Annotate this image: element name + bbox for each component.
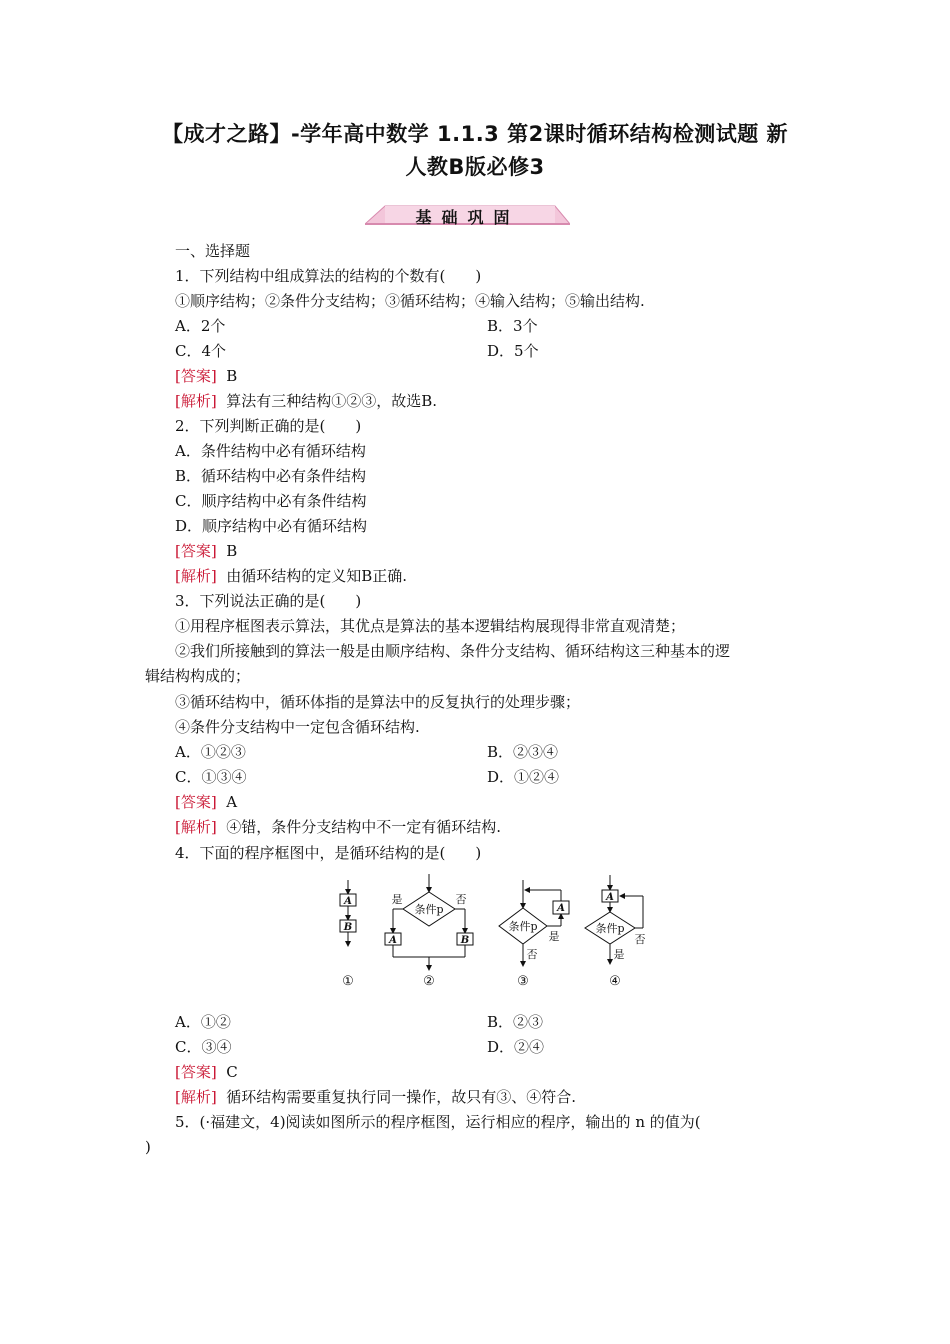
q3-statement-1: ①用程序框图表示算法，其优点是算法的基本逻辑结构展现得非常直观清楚； (175, 617, 686, 635)
fc1-box-b: B (343, 922, 353, 933)
fc3-yes: 是 (548, 930, 560, 943)
q2-analysis-row (175, 566, 407, 586)
q1-option-d: D．5个 (487, 342, 539, 360)
q2-option-d: D．顺序结构中必有循环结构 (175, 517, 368, 535)
q4-analysis: 循环结构需要重复执行同一操作，故只有③、④符合. (226, 1088, 577, 1106)
q1-stem: 1．下列结构中组成算法的结构的个数有( ) (175, 267, 482, 285)
q4-answer: C (226, 1063, 238, 1081)
q3-option-a: A．①②③ (175, 743, 246, 761)
analysis-tag: [解析] (175, 818, 217, 836)
q2-answer-row (175, 541, 237, 561)
q1-option-b: B．3个 (487, 317, 538, 335)
analysis-tag: [解析] (175, 392, 217, 410)
q2-analysis: 由循环结构的定义知B正确. (226, 567, 408, 585)
analysis-tag: [解析] (175, 1088, 217, 1106)
fc3-box-a: A (557, 903, 565, 914)
q1-analysis-row (175, 391, 437, 411)
fc2-box-a: A (389, 935, 397, 946)
q1-option-c: C．4个 (175, 342, 227, 360)
q3-option-b: B．②③④ (487, 743, 559, 761)
fc2-box-b: B (460, 935, 470, 946)
q1-option-a: A．2个 (175, 317, 226, 335)
q1-analysis: 算法有三种结构①②③，故选B. (226, 392, 438, 410)
q4-option-c: C．③④ (175, 1038, 232, 1056)
q2-option-c: C．顺序结构中必有条件结构 (175, 492, 367, 510)
q5-stem-end: ) (145, 1138, 151, 1156)
fc4-condition: 条件p (595, 922, 625, 935)
q3-statement-4: ④条件分支结构中一定包含循环结构. (175, 718, 420, 736)
answer-tag: [答案] (175, 542, 217, 560)
fc4-yes: 是 (613, 948, 625, 961)
q4-stem: 4．下面的程序框图中，是循环结构的是( ) (175, 844, 482, 862)
q2-stem: 2．下列判断正确的是( ) (175, 417, 362, 435)
q3-option-d: D．①②④ (487, 768, 560, 786)
q2-option-b: B．循环结构中必有条件结构 (175, 467, 367, 485)
banner-label: 基础巩固 (415, 208, 520, 227)
title-line-1: 【成才之路】-学年高中数学 1.1.3 第2课时循环结构检测试题 新 (161, 122, 789, 146)
fc4-no: 否 (634, 933, 646, 946)
q3-answer: A (226, 793, 238, 811)
answer-tag: [答案] (175, 1063, 217, 1081)
q1-desc: ①顺序结构；②条件分支结构；③循环结构；④输入结构；⑤输出结构. (175, 292, 645, 310)
fc-label-4: ④ (609, 974, 621, 989)
flowchart-diagrams (325, 870, 665, 995)
q4-option-d: D．②④ (487, 1038, 545, 1056)
section-heading: 一、选择题 (175, 242, 251, 260)
document-title (140, 118, 810, 184)
q3-option-c: C．①③④ (175, 768, 247, 786)
q3-stem: 3．下列说法正确的是( ) (175, 592, 362, 610)
q3-analysis-row (175, 817, 501, 837)
fc3-no: 否 (526, 948, 538, 961)
fc-label-2: ② (423, 974, 435, 989)
q4-answer-row (175, 1062, 238, 1082)
fc3-condition: 条件p (508, 920, 538, 933)
q1-answer-row (175, 366, 237, 386)
q2-option-a: A．条件结构中必有循环结构 (175, 442, 366, 460)
fc2-no: 否 (455, 893, 467, 906)
q2-answer: B (226, 542, 238, 560)
analysis-tag: [解析] (175, 567, 217, 585)
q5-stem: 5．(·福建文，4)阅读如图所示的程序框图，运行相应的程序，输出的 n 的值为( (175, 1113, 701, 1131)
fc-label-1: ① (342, 974, 354, 989)
answer-tag: [答案] (175, 793, 217, 811)
answer-tag: [答案] (175, 367, 217, 385)
q3-statement-2: ②我们所接触到的算法一般是由顺序结构、条件分支结构、循环结构这三种基本的逻 (175, 642, 731, 660)
section-banner (365, 202, 570, 228)
q3-statement-3: ③循环结构中，循环体指的是算法中的反复执行的处理步骤； (175, 693, 581, 711)
fc1-box-a: A (344, 896, 352, 907)
fc2-yes: 是 (391, 893, 403, 906)
fc4-box-a: A (606, 892, 614, 903)
q4-option-b: B．②③ (487, 1013, 544, 1031)
flowchart-figure (325, 870, 665, 995)
q3-answer-row (175, 792, 237, 812)
fc-label-3: ③ (517, 974, 529, 989)
q1-answer: B (226, 367, 238, 385)
q3-statement-2-cont: 辑结构构成的； (145, 667, 251, 685)
q3-analysis: ④错，条件分支结构中不一定有循环结构. (226, 818, 502, 836)
q4-option-a: A．①② (175, 1013, 231, 1031)
q4-analysis-row (175, 1087, 576, 1107)
title-line-2: 人教B版必修3 (405, 155, 545, 179)
fc2-condition: 条件p (414, 903, 444, 916)
